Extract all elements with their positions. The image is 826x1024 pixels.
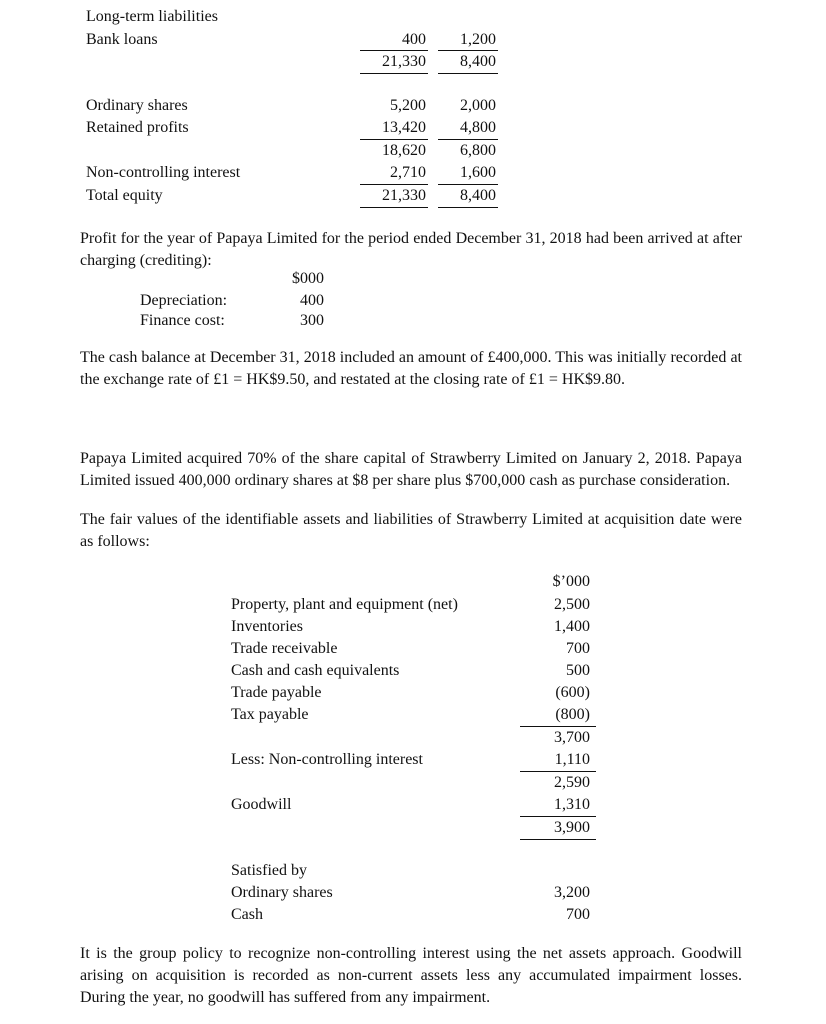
value-less-nci: 1,110 [554, 751, 590, 768]
value-subtotal-sub: 6,800 [460, 142, 496, 159]
label-goodwill: Goodwill [231, 796, 292, 813]
label-ppe: Property, plant and equipment (net) [231, 596, 458, 613]
value-nci-parent: 2,710 [390, 164, 426, 181]
rule [360, 207, 428, 208]
rule [438, 73, 498, 74]
label-trade-receivable: Trade receivable [231, 640, 338, 657]
label-satisfied-cash: Cash [231, 906, 263, 923]
label-ordinary-shares: Ordinary shares [86, 97, 188, 114]
value-cash-equivalents: 500 [566, 662, 590, 679]
label-bank-loans: Bank loans [86, 31, 158, 48]
acquisition-paragraph: Papaya Limited acquired 70% of the share capital of Strawberry Limited on January 2, 2018. Papaya Limited issued 400,000 ordinary shares at $8 per share plus $700,000 cash as purchase consideration. [80, 450, 742, 489]
value-bank-loans-parent: 400 [402, 31, 426, 48]
label-satisfied-ordinary-shares: Ordinary shares [231, 884, 333, 901]
fair-values-paragraph: The fair values of the identifiable assets and liabilities of Strawberry Limited at acquisition date were as follows: [80, 511, 742, 550]
value-ordinary-shares-parent: 5,200 [390, 97, 426, 114]
fair-value-unit: $’000 [552, 573, 590, 590]
label-total-equity: Total equity [86, 187, 163, 204]
rule [360, 73, 428, 74]
value-total-equity-sub: 8,400 [460, 187, 496, 204]
label-finance-cost: Finance cost: [140, 312, 225, 329]
label-less-nci: Less: Non-controlling interest [231, 751, 423, 768]
value-total-equity-parent: 21,330 [382, 187, 426, 204]
group-policy-paragraph: It is the group policy to recognize non-controlling interest using the net assets approach. Goodwill arising on acquisition is recorded as non-current assets less any accumulated impairment losses. During the year, no goodwill has suffered from any impairment. [80, 945, 742, 1006]
value-share-of-net-assets: 2,590 [554, 774, 590, 791]
value-finance-cost: 300 [300, 312, 324, 329]
value-satisfied-ordinary-shares: 3,200 [554, 884, 590, 901]
rule [438, 207, 498, 208]
value-ordinary-shares-sub: 2,000 [460, 97, 496, 114]
label-cash-equivalents: Cash and cash equivalents [231, 662, 400, 679]
value-tax-payable: (800) [555, 706, 590, 723]
profit-note-unit: $000 [292, 270, 324, 287]
value-bank-loans-sub: 1,200 [460, 31, 496, 48]
value-inventories: 1,400 [554, 618, 590, 635]
label-trade-payable: Trade payable [231, 684, 322, 701]
label-non-controlling-interest: Non-controlling interest [86, 164, 241, 181]
value-retained-profits-parent: 13,420 [382, 119, 426, 136]
value-consideration-total: 3,900 [554, 819, 590, 836]
value-trade-receivable: 700 [566, 640, 590, 657]
label-satisfied-by: Satisfied by [231, 862, 307, 879]
value-nci-sub: 1,600 [460, 164, 496, 181]
value-subtotal-parent: 18,620 [382, 142, 426, 159]
label-tax-payable: Tax payable [231, 706, 309, 723]
value-goodwill: 1,310 [554, 796, 590, 813]
cash-balance-paragraph: The cash balance at December 31, 2018 included an amount of £400,000. This was initially recorded at the exchange rate of £1 = HK$9.50, and restated at the closing rate of £1 = HK$9.80. [80, 349, 742, 388]
value-retained-profits-sub: 4,800 [460, 119, 496, 136]
value-total-parent: 21,330 [382, 53, 426, 70]
label-depreciation: Depreciation: [140, 292, 228, 309]
value-total-sub: 8,400 [460, 53, 496, 70]
value-satisfied-cash: 700 [566, 906, 590, 923]
label-long-term-liabilities: Long-term liabilities [86, 8, 218, 25]
label-retained-profits: Retained profits [86, 119, 189, 136]
profit-note-text: Profit for the year of Papaya Limited for the period ended December 31, 2018 had been arrived at after charging (crediting): [80, 230, 742, 269]
value-net-assets: 3,700 [554, 729, 590, 746]
value-depreciation: 400 [300, 292, 324, 309]
value-ppe: 2,500 [554, 596, 590, 613]
rule [520, 839, 596, 840]
label-inventories: Inventories [231, 618, 303, 635]
value-trade-payable: (600) [555, 684, 590, 701]
